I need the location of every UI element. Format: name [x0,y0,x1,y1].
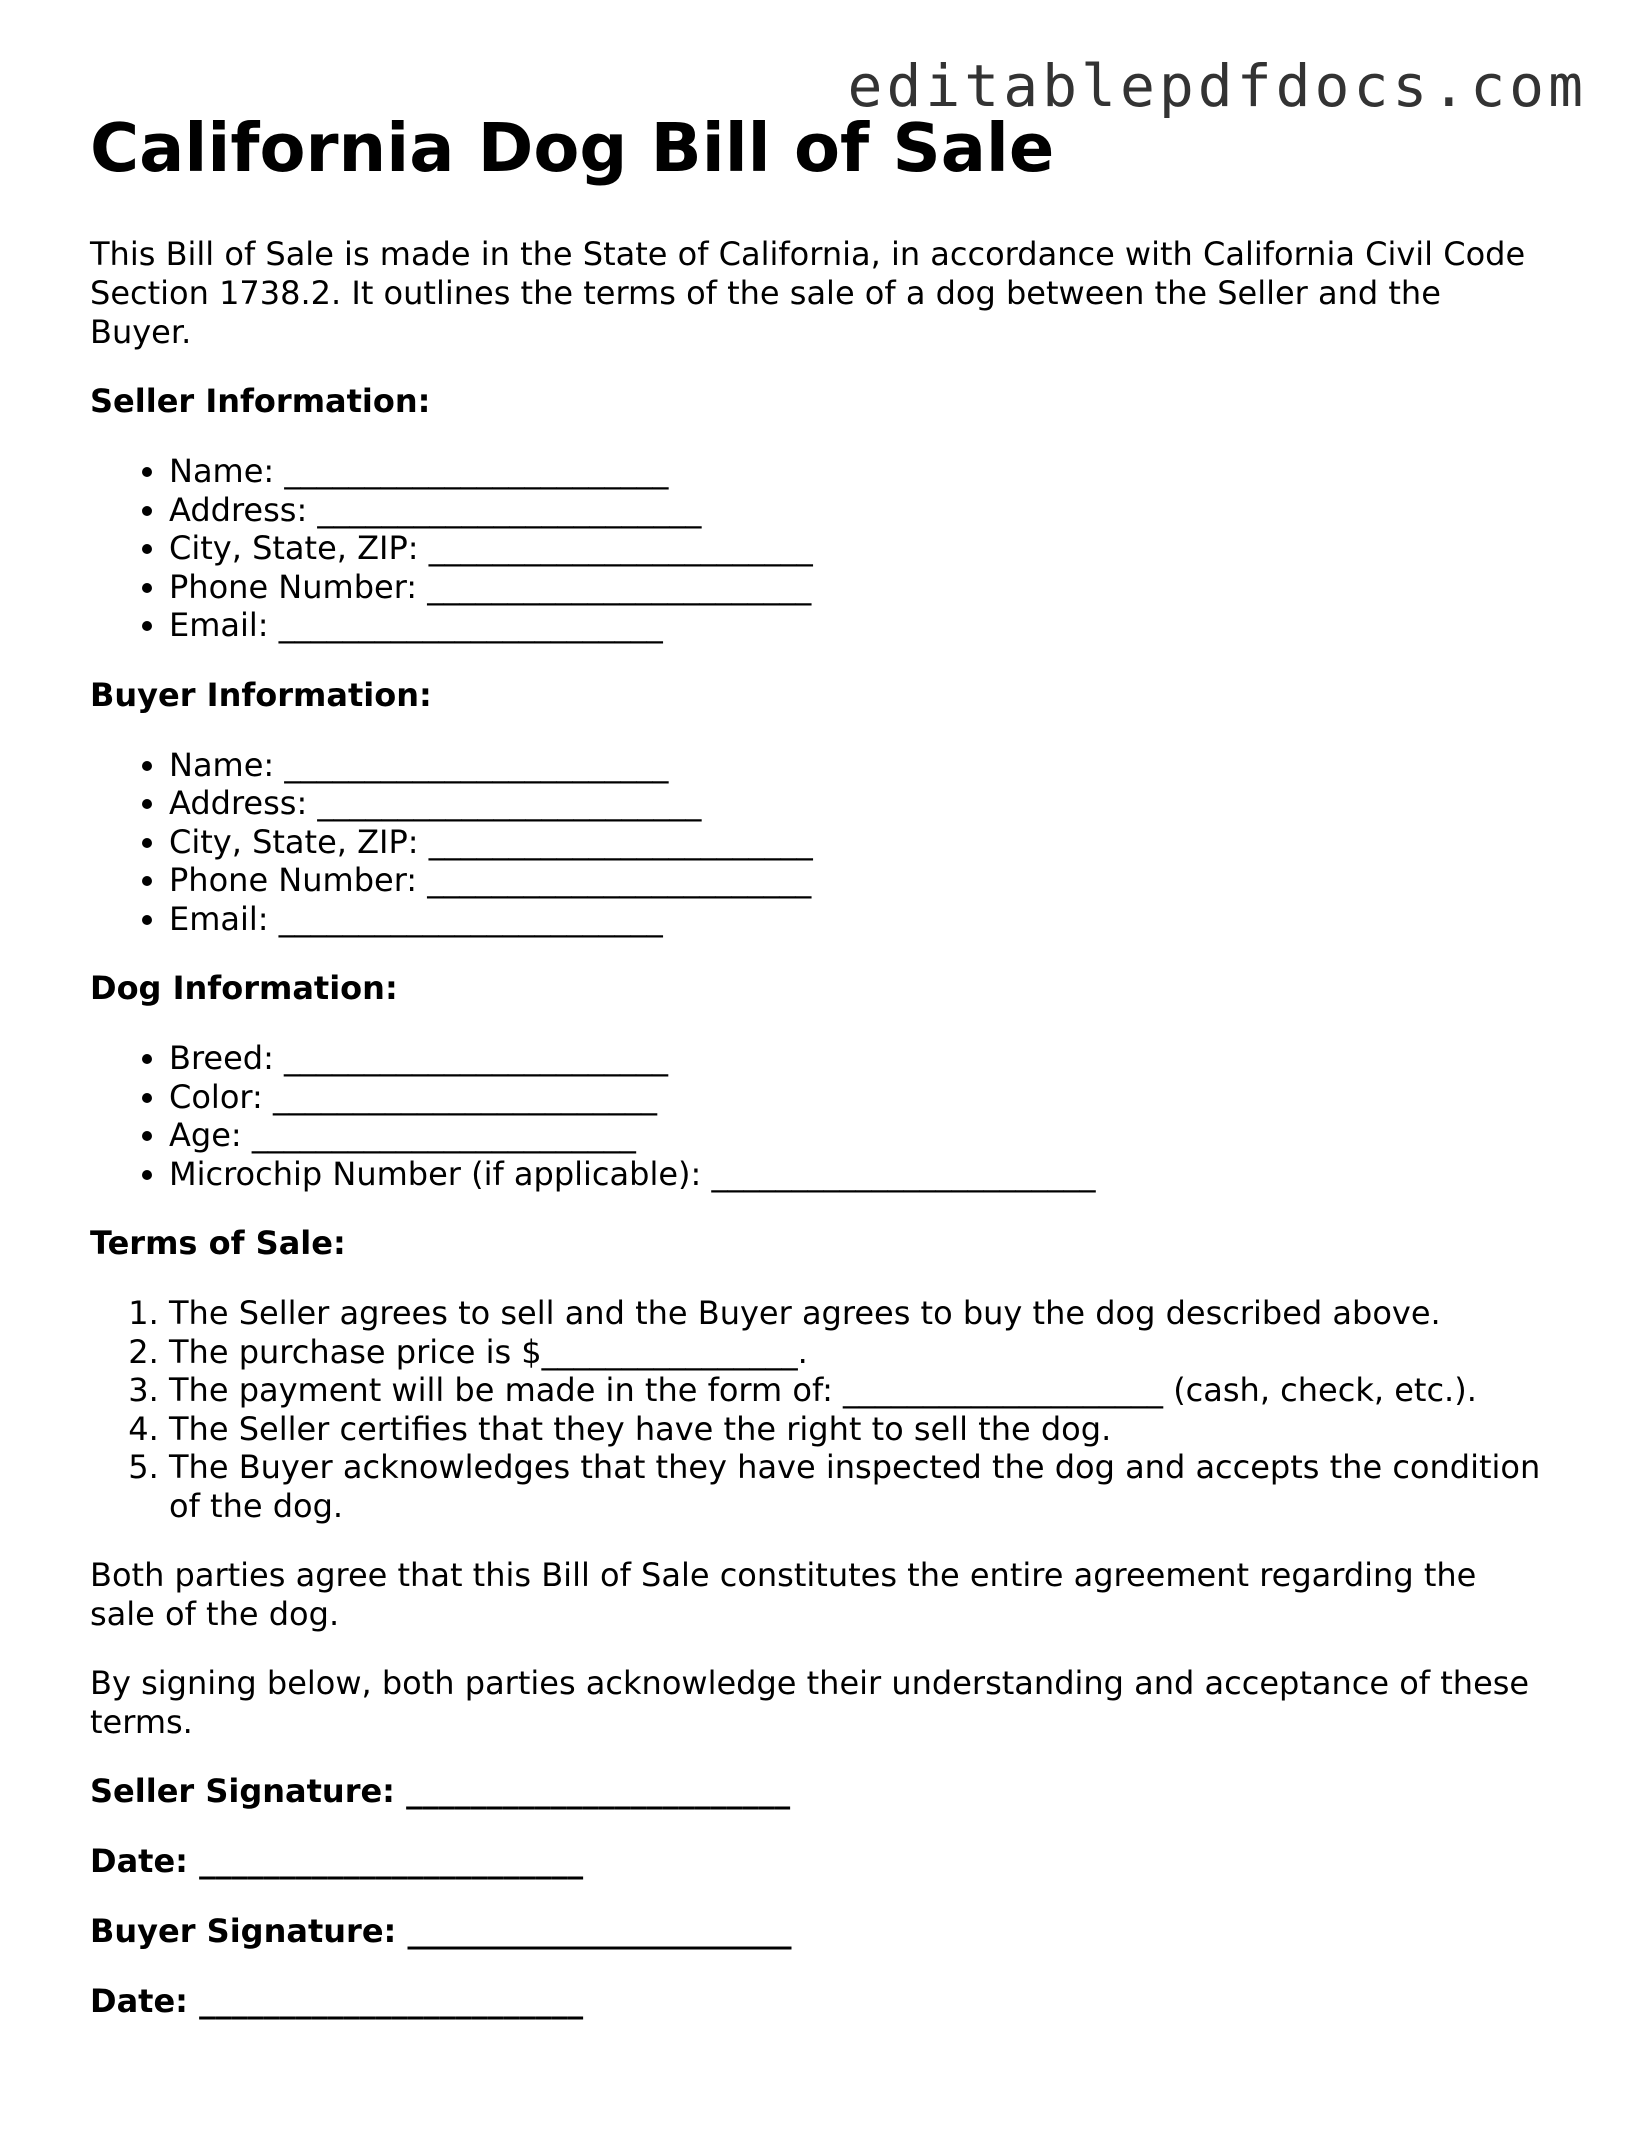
dog-info-list [90,1039,1550,1193]
terms-item: 1. The Seller agrees to sell and the Buyer agrees to buy the dog described above. [169,1294,1550,1333]
document-title: California Dog Bill of Sale [90,109,1055,187]
terms-item: 4. The Seller certifies that they have the right to sell the dog. [169,1410,1550,1449]
seller-phone-field[interactable]: • Phone Number: ________________________ [169,568,1550,607]
seller-info-list [90,452,1550,645]
buyer-date-field[interactable]: Date: ________________________ [90,1982,584,2021]
dog-heading: Dog Information: [90,969,398,1008]
terms-item-purchase-price[interactable]: 2. The purchase price is $________________. [169,1333,1550,1372]
seller-email-field[interactable]: • Email: ________________________ [169,606,1550,645]
terms-heading: Terms of Sale: [90,1224,346,1263]
seller-heading: Seller Information: [90,382,431,421]
acknowledgment-paragraph: By signing below, both parties acknowledge their understanding and acceptance of these terms. [90,1664,1530,1742]
buyer-phone-field[interactable]: • Phone Number: ________________________ [169,861,1550,900]
dog-age-field[interactable]: • Age: ________________________ [169,1116,1550,1155]
dog-microchip-field[interactable]: • Microchip Number (if applicable): ________________________ [169,1155,1550,1194]
seller-address-field[interactable]: • Address: ________________________ [169,491,1550,530]
seller-name-field[interactable]: • Name: ________________________ [169,452,1550,491]
buyer-address-field[interactable]: • Address: ________________________ [169,784,1550,823]
seller-signature-field[interactable]: Seller Signature: ________________________ [90,1772,791,1811]
terms-list [90,1294,1550,1525]
seller-city-state-zip-field[interactable]: • City, State, ZIP: ________________________ [169,529,1550,568]
buyer-heading: Buyer Information: [90,675,432,714]
buyer-signature-field[interactable]: Buyer Signature: ________________________ [90,1912,792,1951]
dog-breed-field[interactable]: • Breed: ________________________ [169,1039,1550,1078]
document-page [90,110,1550,2052]
buyer-info-list [90,746,1550,939]
dog-color-field[interactable]: • Color: ________________________ [169,1078,1550,1117]
buyer-email-field[interactable]: • Email: ________________________ [169,900,1550,939]
seller-date-field[interactable]: Date: ________________________ [90,1842,584,1881]
buyer-city-state-zip-field[interactable]: • City, State, ZIP: ________________________ [169,823,1550,862]
agreement-paragraph: Both parties agree that this Bill of Sale constitutes the entire agreement regarding the sale of the dog. [90,1556,1477,1634]
buyer-name-field[interactable]: • Name: ________________________ [169,746,1550,785]
watermark: editablepdfdocs.com [847,52,1587,120]
terms-item-payment-form[interactable]: 3. The payment will be made in the form of: ____________________ (cash, check, etc.). [169,1371,1550,1410]
intro-paragraph: This Bill of Sale is made in the State of California, in accordance with California Civil Code Section 1738.2. It outlines the terms of the sale of a dog between the Seller and the Buyer. [90,235,1526,352]
terms-item: 5. The Buyer acknowledges that they have inspected the dog and accepts the condition of the dog. [169,1448,1550,1525]
